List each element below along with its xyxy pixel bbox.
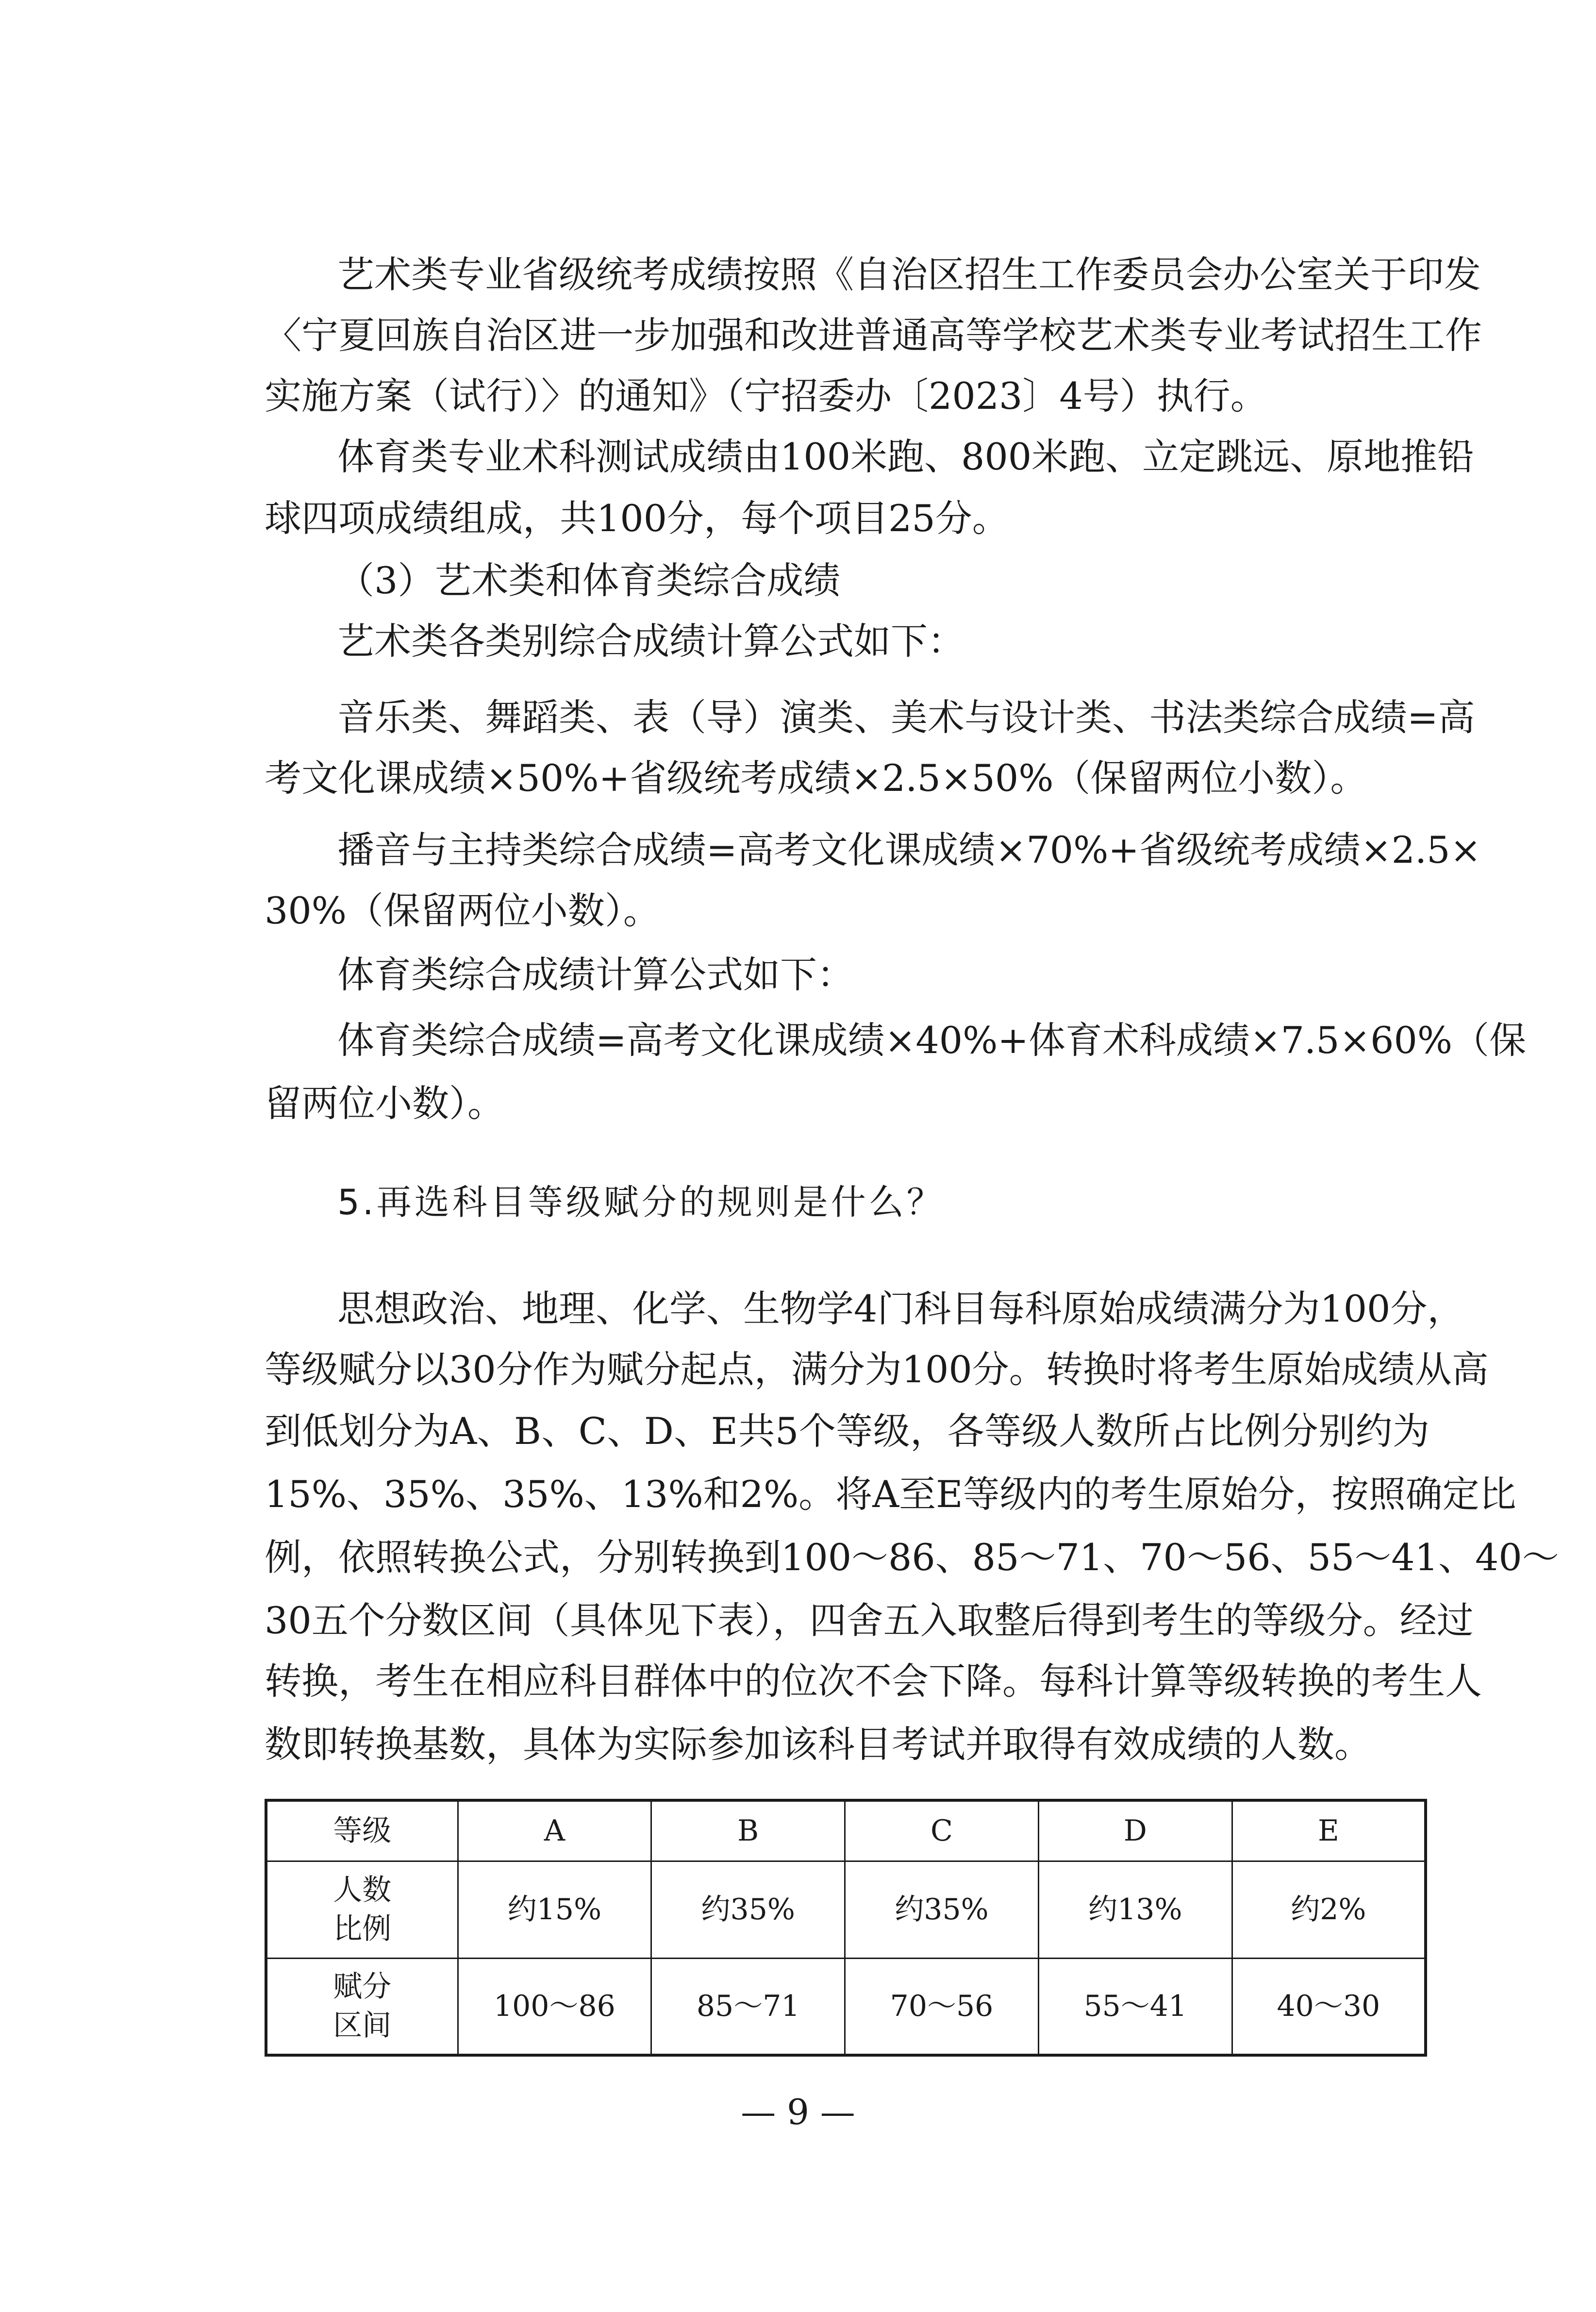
paragraph-line: 音乐类、舞蹈类、表（导）演类、美术与设计类、书法类综合成绩=高 <box>337 696 1475 739</box>
table-header-cell: 等级 <box>266 1800 458 1861</box>
table-header-cell: A <box>458 1800 651 1861</box>
paragraph-line: 艺术类专业省级统考成绩按照《自治区招生工作委员会办公室关于印发 <box>337 253 1481 296</box>
row-label-line: 区间 <box>333 2009 392 2043</box>
page-number: — 9 — <box>741 2092 855 2132</box>
table-row <box>266 1861 1426 1958</box>
paragraph-line: 播音与主持类综合成绩=高考文化课成绩×70%+省级统考成绩×2.5× <box>337 828 1481 871</box>
row-label-line: 比例 <box>333 1912 392 1946</box>
paragraph-line: 考文化课成绩×50%+省级统考成绩×2.5×50%（保留两位小数）。 <box>265 756 1367 800</box>
paragraph-line: 体育类综合成绩=高考文化课成绩×40%+体育术科成绩×7.5×60%（保 <box>337 1019 1527 1062</box>
paragraph-line: 体育类专业术科测试成绩由100米跑、800米跑、立定跳远、原地推铅 <box>337 435 1475 478</box>
paragraph-line: 数即转换基数，具体为实际参加该科目考试并取得有效成绩的人数。 <box>265 1723 1371 1766</box>
paragraph-line: 球四项成绩组成，共100分，每个项目25分。 <box>265 497 1009 540</box>
table-cell: 55～41 <box>1038 1958 1232 2055</box>
table-cell: 100～86 <box>458 1958 651 2055</box>
row-label-cell <box>266 1861 458 1958</box>
table-cell: 约15% <box>458 1861 651 1958</box>
table-cell: 约35% <box>845 1861 1039 1958</box>
row-label-line: 赋分 <box>333 1970 392 2004</box>
table-cell: 约2% <box>1232 1861 1426 1958</box>
paragraph-line: 30五个分数区间（具体见下表），四舍五入取整后得到考生的等级分。经过 <box>265 1599 1474 1642</box>
table-header-cell: C <box>845 1800 1039 1861</box>
table-row <box>266 1958 1426 2055</box>
paragraph-line: （3）艺术类和体育类综合成绩 <box>337 559 841 602</box>
table-header-cell: D <box>1038 1800 1232 1861</box>
row-label-cell <box>266 1958 458 2055</box>
table-header-row <box>266 1800 1426 1861</box>
paragraph-line: 〈宁夏回族自治区进一步加强和改进普通高等学校艺术类专业考试招生工作 <box>265 314 1482 357</box>
paragraph-line: 到低划分为A、B、C、D、E共5个等级，各等级人数所占比例分别约为 <box>265 1409 1430 1453</box>
paragraph-line: 30%（保留两位小数）。 <box>265 889 660 932</box>
paragraph-line: 15%、35%、35%、13%和2%。将A至E等级内的考生原始分，按照确定比 <box>265 1473 1516 1516</box>
table-cell: 85～71 <box>651 1958 845 2055</box>
table-header-cell: B <box>651 1800 845 1861</box>
paragraph-line: 实施方案（试行）〉的通知》（宁招委办〔2023〕4号）执行。 <box>265 374 1267 418</box>
grade-table <box>265 1799 1427 2057</box>
paragraph-line: 思想政治、地理、化学、生物学4门科目每科原始成绩满分为100分， <box>337 1287 1464 1330</box>
paragraph-line: 例，依照转换公式，分别转换到100～86、85～71、70～56、55～41、40～ <box>265 1536 1559 1579</box>
paragraph-line: 体育类综合成绩计算公式如下： <box>337 953 854 996</box>
paragraph-line: 艺术类各类别综合成绩计算公式如下： <box>337 620 964 663</box>
table-cell: 70～56 <box>845 1958 1039 2055</box>
table-cell: 40～30 <box>1232 1958 1426 2055</box>
paragraph-line: 转换，考生在相应科目群体中的位次不会下降。每科计算等级转换的考生人 <box>265 1659 1482 1703</box>
section-heading: 5.再选科目等级赋分的规则是什么？ <box>337 1182 945 1223</box>
row-label-line: 人数 <box>333 1873 392 1907</box>
table-header-cell: E <box>1232 1800 1426 1861</box>
table-cell: 约13% <box>1038 1861 1232 1958</box>
paragraph-line: 留两位小数）。 <box>265 1082 504 1125</box>
table-cell: 约35% <box>651 1861 845 1958</box>
paragraph-line: 等级赋分以30分作为赋分起点，满分为100分。转换时将考生原始成绩从高 <box>265 1348 1489 1391</box>
